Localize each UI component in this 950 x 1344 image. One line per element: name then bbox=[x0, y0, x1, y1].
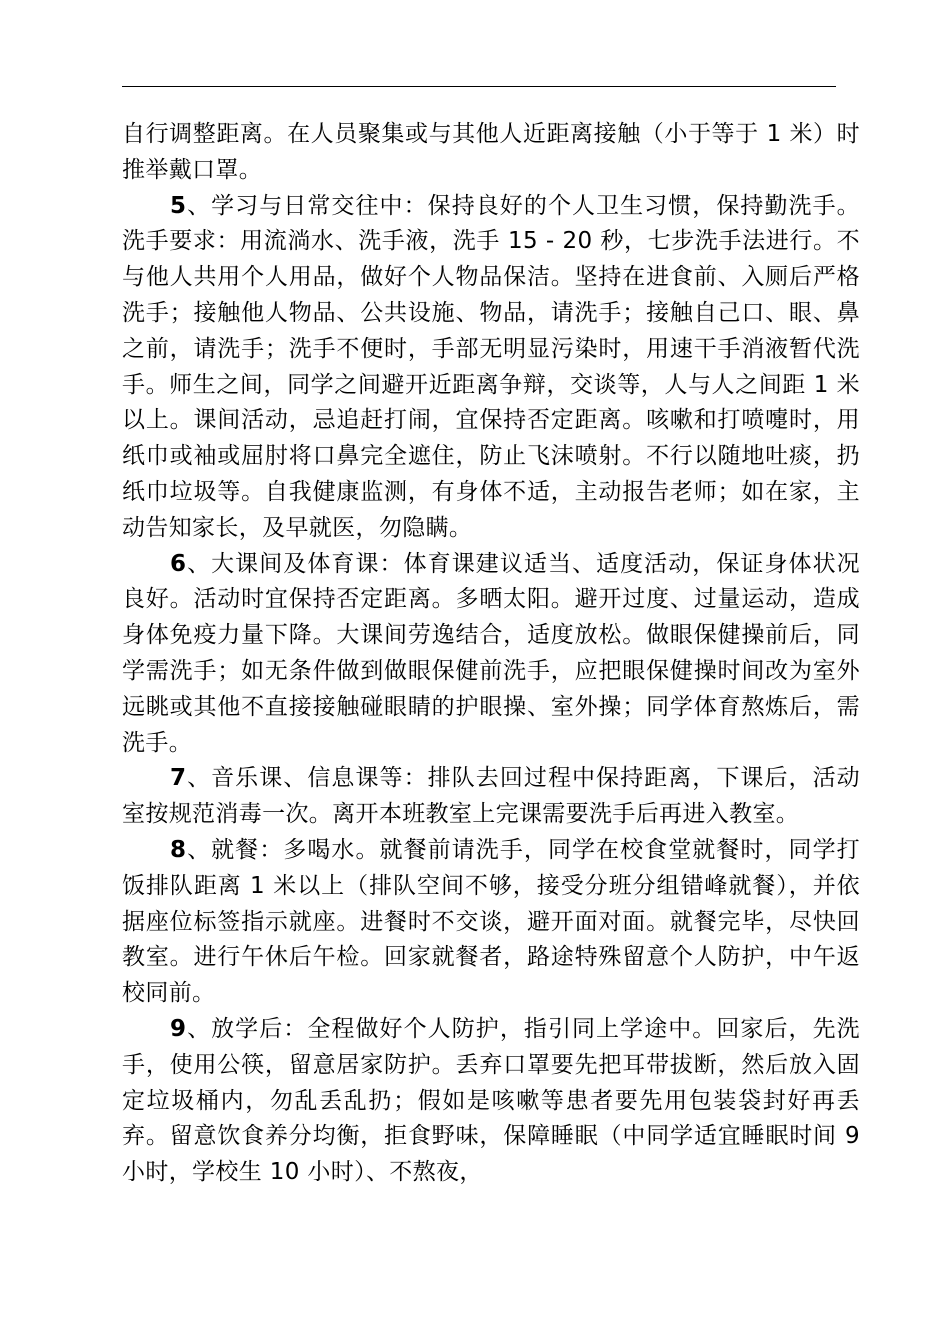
paragraph-text: 、音乐课、信息课等：排队去回过程中保持距离，下课后，活动室按规范消毒一次。离开本班教室上完课需要洗手后再进入教室。 bbox=[122, 765, 860, 828]
paragraph-item-9 bbox=[122, 1012, 860, 1191]
paragraph-number: 5 bbox=[170, 192, 187, 219]
paragraph-text: 、就餐：多喝水。就餐前请洗手，同学在校食堂就餐时，同学打饭排队距离 1 米以上（排队空间不够，接受分班分组错峰就餐），并依据座位标签指示就座。进餐时不交谈，避开面对面。就餐完毕，尽快回教室。进行午休后午检。回家就餐者，路途特殊留意个人防护，中午返校同前。 bbox=[122, 836, 860, 1007]
paragraph-text: 、大课间及体育课：体育课建议适当、适度活动，保证身体状况良好。活动时宜保持否定距离。多晒太阳。避开过度、过量运动，造成身体免疫力量下降。大课间劳逸结合，适度放松。做眼保健操前后，同学需洗手；如无条件做到做眼保健前洗手，应把眼保健操时间改为室外远眺或其他不直接接触碰眼睛的护眼操、室外操；同学体育熬炼后，需洗手。 bbox=[122, 550, 860, 756]
paragraph-text: 自行调整距离。在人员聚集或与其他人近距离接触（小于等于 1 米）时推举戴口罩。 bbox=[122, 121, 860, 183]
paragraph-item-5 bbox=[122, 189, 860, 547]
paragraph-item-8 bbox=[122, 833, 860, 1012]
paragraph-number: 6 bbox=[170, 550, 187, 577]
paragraph-number: 9 bbox=[170, 1015, 187, 1042]
paragraph-item-7 bbox=[122, 761, 860, 833]
header-rule bbox=[122, 86, 836, 87]
paragraph-item-6 bbox=[122, 547, 860, 762]
paragraph-continuation bbox=[122, 117, 860, 189]
paragraph-text: 、学习与日常交往中：保持良好的个人卫生习惯，保持勤洗手。洗手要求：用流淌水、洗手液，洗手 15 - 20 秒，七步洗手法进行。不与他人共用个人用品，做好个人物品保洁。坚持在进食前、入厕后严格洗手；接触他人物品、公共设施、物品，请洗手；接触自己口、眼、鼻之前，请洗手；洗手不便时，手部无明显污染时，用速干手消液暂代洗手。师生之间，同学之间避开近距离争辩，交谈等，人与人之间距 1 米以上。课间活动，忌追赶打闹，宜保持否定距离。咳嗽和打喷嚏时，用纸巾或袖或屈肘将口鼻完全遮住，防止飞沫喷射。不行以随地吐痰，扔纸巾垃圾等。自我健康监测，有身体不适，主动报告老师；如在家，主动告知家长，及早就医，勿隐瞒。 bbox=[122, 192, 860, 541]
paragraph-number: 8 bbox=[170, 836, 187, 863]
paragraph-text: 、放学后：全程做好个人防护，指引同上学途中。回家后，先洗手，使用公筷，留意居家防护。丢弃口罩要先把耳带拔断，然后放入固定垃圾桶内，勿乱丢乱扔；假如是咳嗽等患者要先用包装袋封好再丢弃。留意饮食养分均衡，拒食野味，保障睡眠（中同学适宜睡眠时间 9 小时，学校生 10 小时）、不熬夜， bbox=[122, 1015, 860, 1186]
paragraph-number: 7 bbox=[170, 765, 187, 792]
document-body bbox=[122, 117, 860, 1191]
